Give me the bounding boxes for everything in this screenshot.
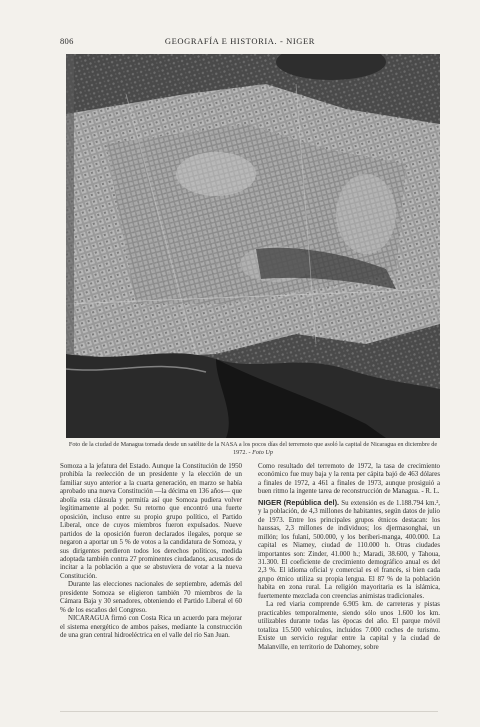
paragraph: Durante las elecciones nacionales de septiembre, además del presidente Somoza se eligieron también 70 miembros de la Cámara Baja y 30 senadores, obteniendo el Partido Liberal el 60 % de los escaños del Congreso.: [60, 581, 242, 614]
section-subheading: (República del).: [283, 497, 340, 507]
bottom-rule: [60, 711, 438, 712]
left-text-column: [60, 463, 242, 641]
page-number: 806: [60, 36, 74, 46]
satellite-photo-managua: [66, 54, 440, 438]
running-title: GEOGRAFÍA E HISTORIA. - NIGER: [164, 36, 316, 46]
photo-caption: [62, 441, 444, 457]
section-text: Su extensión es de 1.188.794 km.², y la población, de 4,3 millones de habitantes, según datos de julio de 1973. Entre los principales grupos étnicos destacan: los haussas, 2,3 millones de individuos; los djermasonghai, un millón; los fulaní, 500.000, y los beriberi-manga, 400.000. La capital es Niamey, ciudad de 110.000 h. Otras ciudades importantes son: Zinder, 41.000 h.; Maradi, 38.600, y Tahoua, 31.300. El coeficiente de crecimiento demográfico anual es del 2,3 %. El idioma oficial y comercial es el francés, si bien cada grupo étnico utiliza su propia lengua. El 87 % de la población habita en zona rural. La religión mayoritaria es la islámica, fuertemente mezclada con creencias animistas tradicionales.: [258, 499, 440, 600]
photo-credit: Foto Up: [252, 449, 273, 456]
paragraph: Somoza a la jefatura del Estado. Aunque la Constitución de 1950 prohibía la reelección de un presidente y la elección de un familiar suyo anterior a la cuarta generación, en marzo se había aprobado una nueva Constitución —la décima en 136 años— que abolía esta cláusula y permitía así que Somoza pudiera volver legítimamente al poder. Su retorno que encontró una fuerte oposición, incluso entre su propio grupo político, el Partido Liberal, once de cuyos miembros fueron expulsados. Nueve partidos de la oposición fueron declarados ilegales, porque se negaron a aportar un 5 % de votos a la candidatura de Somoza, y sus dirigentes perdieron todos los derechos políticos, medida adoptada también contra 27 prominentes ciudadanos, acusados de incitar a la población a que se abstuviera de votar a la nueva Constitución.: [60, 463, 242, 580]
caption-text: Foto de la ciudad de Managua tomada desde un satélite de la NASA a los pocos días del terremoto que asoló la capital de Nicaragua en diciembre de 1972. -: [68, 441, 438, 456]
section-paragraph: [258, 499, 440, 601]
paragraph: La red viaria comprende 6.905 km. de carreteras y pistas practicables temporalmente, siendo sólo unos 1.600 los km. utilizables durante todas las épocas del año. El parque móvil totaliza 15.500 vehículos, incluidos 7.000 coches de turismo. Existe un servicio regular entre la capital y la ciudad de Malanville, en territorio de Dahomey, sobre: [258, 601, 440, 651]
paragraph: NICARAGUA firmó con Costa Rica un acuerdo para mejorar el sistema energético de ambos países, mediante la construcción de una gran central hidroeléctrica en el valle del río San Juan.: [60, 615, 242, 640]
right-text-column: [258, 463, 440, 652]
section-heading: NIGER: [258, 497, 282, 507]
paragraph: Como resultado del terremoto de 1972, la tasa de crecimiento económico fue muy baja y la renta per cápita bajó de 463 dólares a finales de 1972, a 461 a finales de 1973, aunque prosiguió a buen ritmo la ingente tarea de reconstrucción de Managua. - R. L.: [258, 463, 440, 496]
